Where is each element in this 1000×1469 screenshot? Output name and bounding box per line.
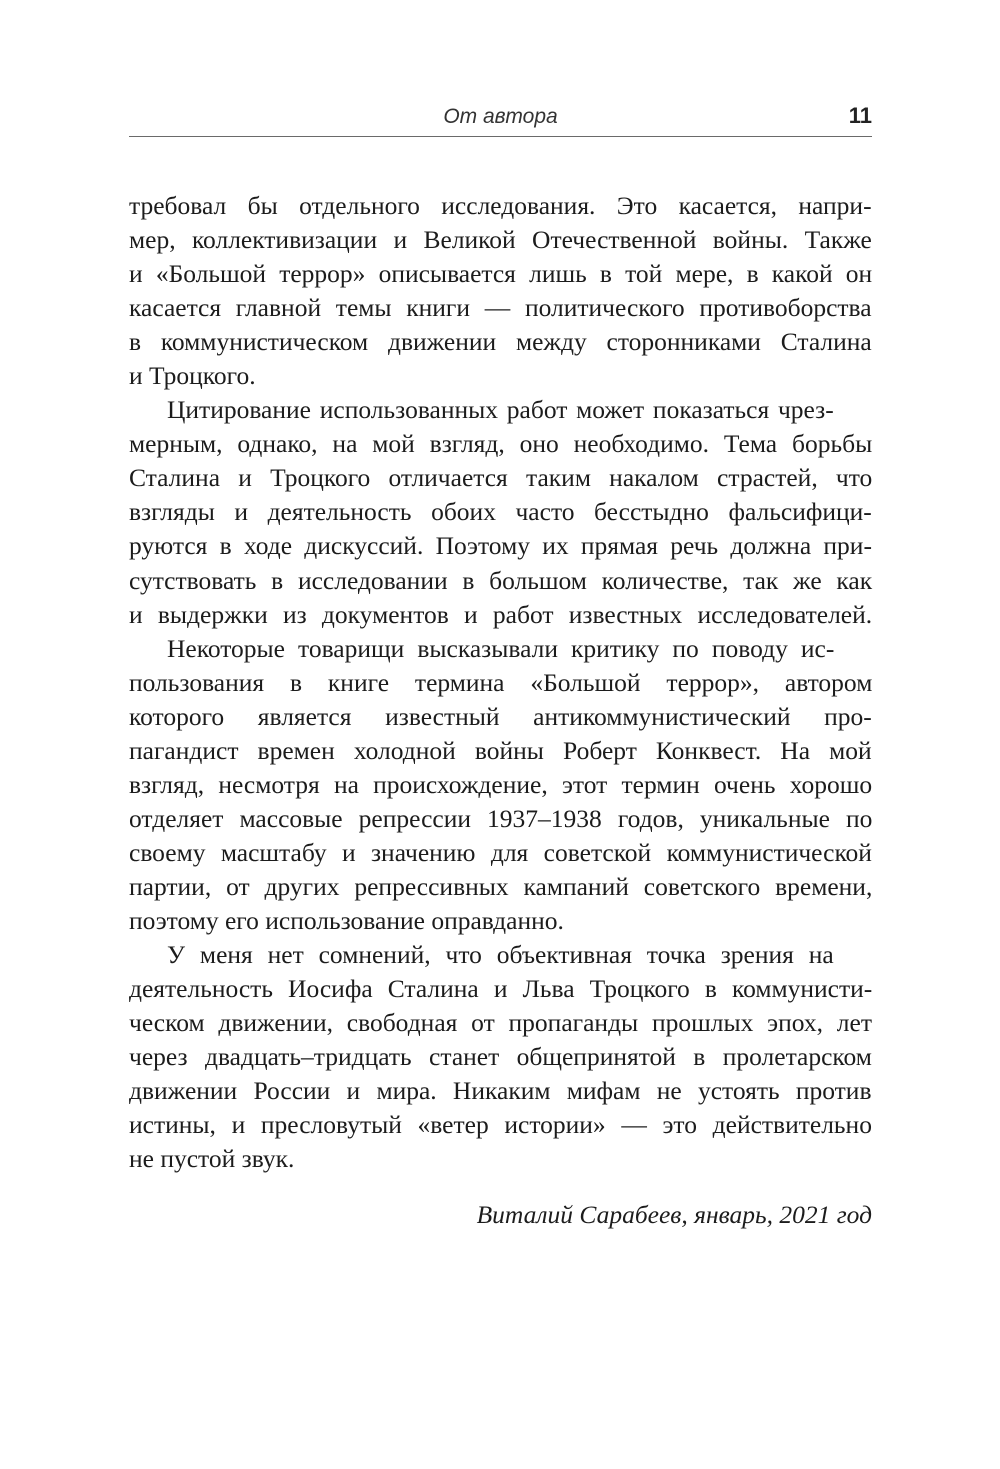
text-line: деятельность Иосифа Сталина и Льва Троцкого в коммунисти-	[129, 974, 873, 1004]
paragraph-3	[129, 632, 872, 938]
text-line: ческом движении, свободная от пропаганды прошлых эпох, лет	[129, 1008, 872, 1038]
text-line: Цитирование использованных работ может показаться чрез-	[167, 395, 834, 425]
paragraph-4	[129, 938, 872, 1176]
text-line: поэтому его использование оправданно.	[129, 905, 564, 935]
text-line: партии, от других репрессивных кампаний советского времени,	[129, 871, 873, 901]
text-line: в коммунистическом движении между сторонниками Сталина	[129, 327, 872, 357]
text-line: своему масштабу и значению для советской коммунистической	[129, 837, 872, 867]
text-line: мер, коллективизации и Великой Отечественной войны. Также	[129, 225, 872, 255]
text-line: которого является известный антикоммунистический про-	[129, 701, 872, 731]
text-line: пользования в книге термина «Большой террор», автором	[129, 667, 873, 697]
paragraph-2	[129, 393, 872, 631]
text-line: и Троцкого.	[129, 361, 256, 391]
paragraph-1	[129, 189, 872, 393]
body-text	[129, 189, 872, 1176]
text-line: руются в ходе дискуссий. Поэтому их прямая речь должна при-	[129, 531, 872, 561]
text-line: истины, и пресловутый «ветер истории» — это действительно	[129, 1110, 872, 1140]
text-line: требовал бы отдельного исследования. Это касается, напри-	[129, 191, 872, 220]
text-line: отделяет массовые репрессии 1937–1938 годов, уникальные по	[129, 803, 873, 833]
text-line: не пустой звук.	[129, 1144, 295, 1174]
running-header	[129, 100, 872, 137]
text-line: взгляды и деятельность обоих часто бесстыдно фальсифици-	[129, 497, 872, 527]
text-line: У меня нет сомнений, что объективная точка зрения на	[167, 940, 834, 970]
text-line: Сталина и Троцкого отличается таким накалом страстей, что	[129, 463, 873, 493]
text-line: Некоторые товарищи высказывали критику по поводу ис-	[167, 633, 835, 663]
text-line: и выдержки из документов и работ известных исследователей.	[129, 599, 873, 629]
text-line: мерным, однако, на мой взгляд, оно необходимо. Тема борьбы	[129, 429, 873, 459]
author-signature: Виталий Сарабеев, январь, 2021 год	[476, 1200, 872, 1229]
text-line: и «Большой террор» описывается лишь в той мере, в какой он	[129, 259, 873, 289]
text-line: сутствовать в исследовании в большом количестве, так же как	[129, 565, 873, 595]
text-line: через двадцать–тридцать станет общепринятой в пролетарском	[129, 1042, 872, 1072]
text-line: касается главной темы книги — политического противоборства	[129, 293, 872, 323]
section-title: От автора	[443, 105, 558, 128]
text-line: движении России и мира. Никаким мифам не устоять против	[129, 1076, 872, 1106]
text-line: взгляд, несмотря на происхождение, этот термин очень хорошо	[129, 769, 873, 799]
text-line: пагандист времен холодной войны Роберт Конквест. На мой	[129, 735, 872, 765]
page-number: 11	[848, 103, 872, 128]
